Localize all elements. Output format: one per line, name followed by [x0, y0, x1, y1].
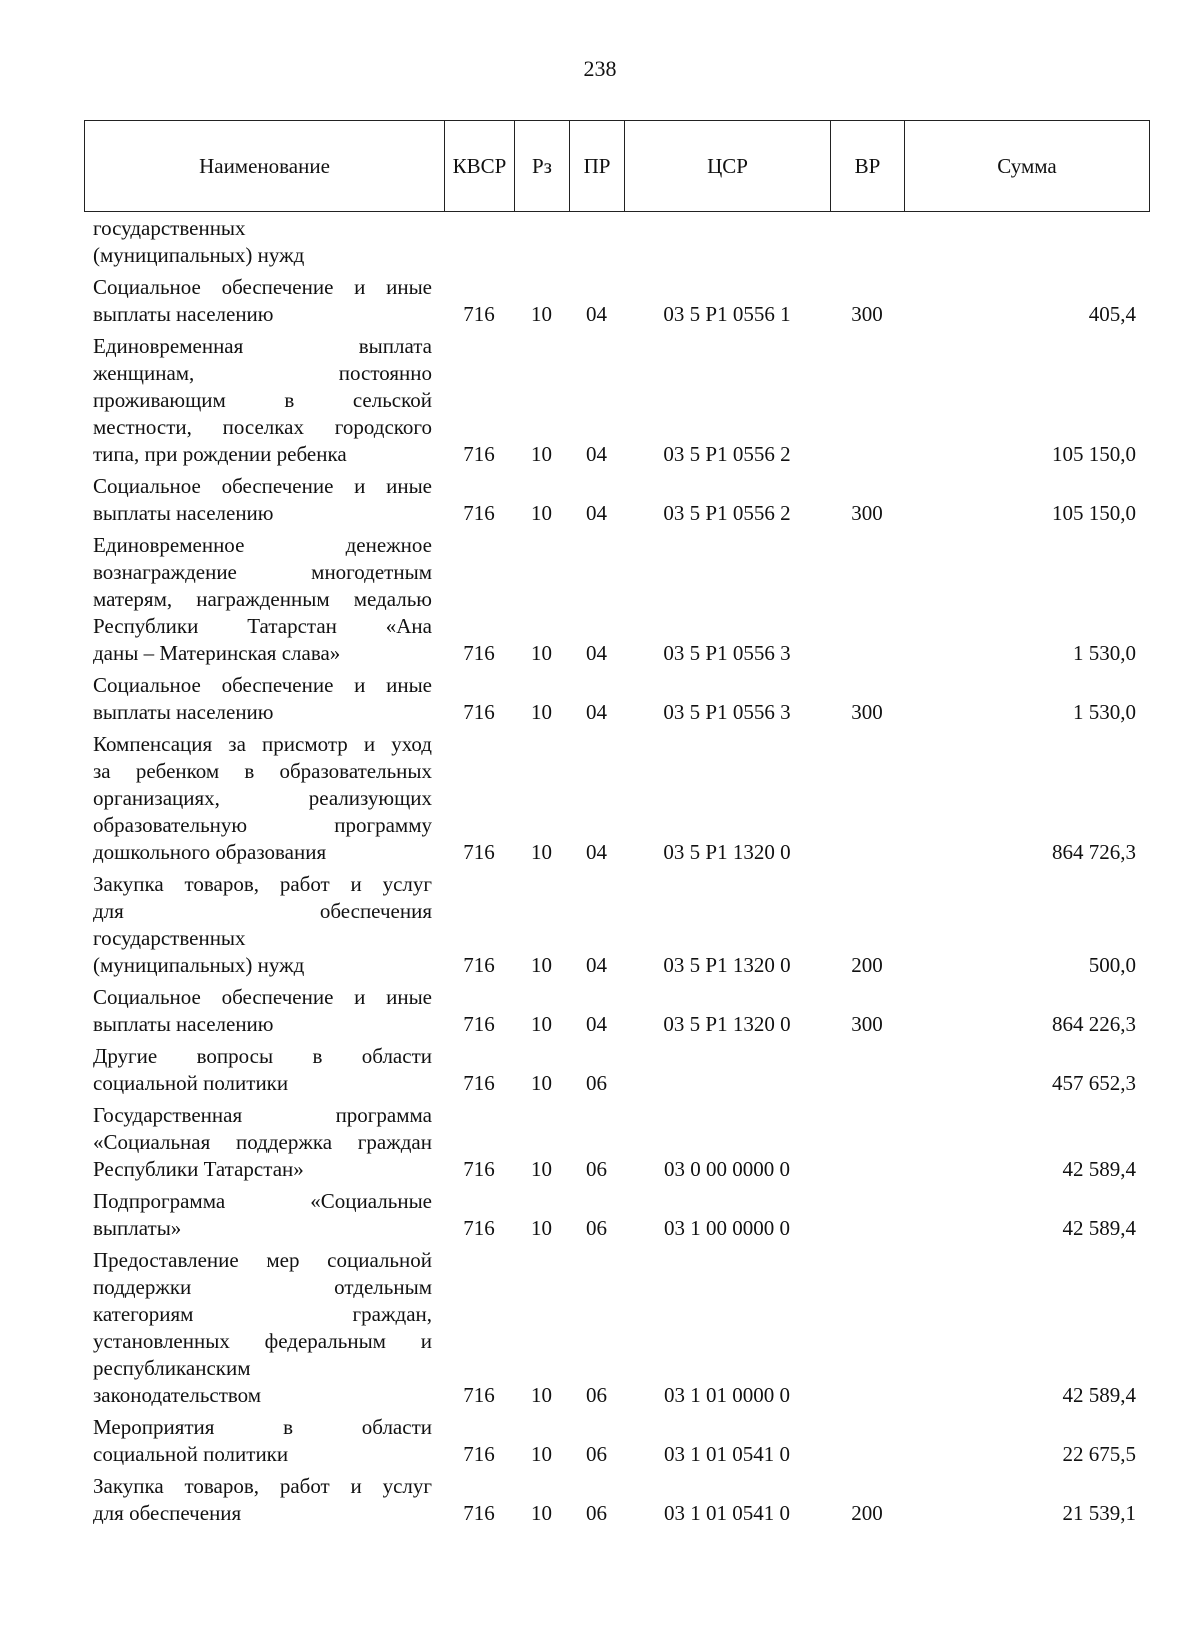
- row-name-line: выплаты населению: [93, 302, 274, 326]
- row-vr: [830, 1185, 904, 1244]
- row-vr: [830, 1040, 904, 1099]
- table-row: [84, 1185, 1149, 1244]
- header-row: [85, 121, 1150, 212]
- row-pr: 04: [586, 1012, 607, 1036]
- row-csr: 03 1 00 0000 0: [664, 1216, 790, 1240]
- row-name-line: Компенсация за присмотр и уход: [93, 732, 432, 756]
- row-name: [84, 1244, 444, 1411]
- header-csr: ЦСР: [625, 121, 831, 212]
- row-sum: 42 589,4: [1062, 1216, 1136, 1240]
- header-rz: Рз: [515, 121, 570, 212]
- row-pr: 04: [586, 700, 607, 724]
- row-vr: 300: [851, 302, 883, 326]
- row-name-line: выплаты населению: [93, 501, 274, 525]
- row-kvsr: 716: [463, 840, 495, 864]
- row-rz: [514, 212, 569, 271]
- row-name-line: Республики Татарстан»: [93, 1157, 304, 1181]
- row-pr: 04: [586, 302, 607, 326]
- row-sum: 1 530,0: [1073, 700, 1136, 724]
- row-sum: 105 150,0: [1052, 442, 1136, 466]
- row-name: [84, 1185, 444, 1244]
- row-kvsr: 716: [463, 501, 495, 525]
- row-vr: 300: [851, 1012, 883, 1036]
- row-name-line: организациях, реализующих: [93, 786, 432, 810]
- row-kvsr: 716: [463, 953, 495, 977]
- row-vr: 300: [851, 700, 883, 724]
- row-sum: 105 150,0: [1052, 501, 1136, 525]
- row-rz: 10: [531, 1501, 552, 1525]
- row-name-line: даны – Материнская слава»: [93, 641, 341, 665]
- row-name-line: женщинам, постоянно: [93, 361, 432, 385]
- row-name-line: Предоставление мер социальной: [93, 1248, 432, 1272]
- row-name-line: Республики Татарстан «Ана: [93, 614, 432, 638]
- table-row: [84, 212, 1149, 271]
- row-csr: 03 5 P1 0556 2: [663, 501, 791, 525]
- row-sum: 42 589,4: [1062, 1157, 1136, 1181]
- row-name-line: Социальное обеспечение и иные: [93, 474, 432, 498]
- row-sum: 1 530,0: [1073, 641, 1136, 665]
- table-row: [84, 669, 1149, 728]
- row-rz: 10: [531, 641, 552, 665]
- row-name-line: типа, при рождении ребенка: [93, 442, 347, 466]
- row-sum: [904, 212, 1149, 271]
- row-name-line: установленных федеральным и: [93, 1329, 432, 1353]
- row-vr: 300: [851, 501, 883, 525]
- row-name-line: государственных: [93, 216, 246, 240]
- row-rz: 10: [531, 501, 552, 525]
- row-rz: 10: [531, 1383, 552, 1407]
- row-kvsr: 716: [463, 302, 495, 326]
- row-vr: [830, 330, 904, 470]
- table-row: [84, 330, 1149, 470]
- row-vr: [830, 1099, 904, 1185]
- row-name: [84, 212, 444, 271]
- row-name-line: Социальное обеспечение и иные: [93, 673, 432, 697]
- row-pr: 06: [586, 1157, 607, 1181]
- table-row: [84, 1470, 1149, 1529]
- row-name-line: Подпрограмма «Социальные: [93, 1189, 432, 1213]
- row-csr: [624, 212, 830, 271]
- row-vr: [830, 529, 904, 669]
- row-name-line: вознаграждение многодетным: [93, 560, 432, 584]
- row-kvsr: 716: [463, 1157, 495, 1181]
- row-name-line: (муниципальных) нужд: [93, 243, 305, 267]
- row-kvsr: 716: [463, 700, 495, 724]
- row-csr: 03 0 00 0000 0: [664, 1157, 790, 1181]
- row-name: [84, 529, 444, 669]
- table-row: [84, 529, 1149, 669]
- row-pr: 06: [586, 1383, 607, 1407]
- row-name-line: социальной политики: [93, 1442, 289, 1466]
- row-name-line: социальной политики: [93, 1071, 289, 1095]
- row-pr: 06: [586, 1216, 607, 1240]
- row-csr: 03 1 01 0000 0: [664, 1383, 790, 1407]
- header-sum: Сумма: [905, 121, 1150, 212]
- row-name-line: законодательством: [93, 1383, 262, 1407]
- row-rz: 10: [531, 1442, 552, 1466]
- row-rz: 10: [531, 1012, 552, 1036]
- row-name-line: поддержки отдельным: [93, 1275, 432, 1299]
- row-sum: 500,0: [1088, 953, 1136, 977]
- row-pr: 04: [586, 840, 607, 864]
- row-name: [84, 271, 444, 330]
- table-row: [84, 1411, 1149, 1470]
- row-name-line: Государственная программа: [93, 1103, 432, 1127]
- row-sum: 42 589,4: [1062, 1383, 1136, 1407]
- row-sum: 457 652,3: [1052, 1071, 1136, 1095]
- table-rows: [84, 212, 1149, 1529]
- table-row: [84, 1040, 1149, 1099]
- table-row: [84, 1099, 1149, 1185]
- row-name: [84, 728, 444, 868]
- page-number: 238: [583, 56, 617, 81]
- row-name-line: «Социальная поддержка граждан: [93, 1130, 432, 1154]
- row-pr: 06: [586, 1071, 607, 1095]
- row-name-line: выплаты»: [93, 1216, 182, 1240]
- row-name-line: Другие вопросы в области: [93, 1044, 432, 1068]
- row-vr: [830, 212, 904, 271]
- row-name-line: (муниципальных) нужд: [93, 953, 305, 977]
- row-sum: 21 539,1: [1062, 1501, 1136, 1525]
- row-name-line: образовательную программу: [93, 813, 432, 837]
- row-name-line: для обеспечения: [93, 899, 432, 923]
- table-row: [84, 1244, 1149, 1411]
- row-vr: [830, 1411, 904, 1470]
- row-pr: 04: [586, 501, 607, 525]
- table-row: [84, 728, 1149, 868]
- row-rz: 10: [531, 840, 552, 864]
- row-name-line: категориям граждан,: [93, 1302, 432, 1326]
- row-kvsr: 716: [463, 1216, 495, 1240]
- row-name-line: местности, поселках городского: [93, 415, 432, 439]
- row-name-line: республиканским: [93, 1356, 251, 1380]
- row-csr: 03 5 P1 1320 0: [663, 1012, 791, 1036]
- row-kvsr: 716: [463, 641, 495, 665]
- table-header: [84, 120, 1150, 212]
- row-csr: [624, 1040, 830, 1099]
- row-pr: 04: [586, 442, 607, 466]
- row-sum: 22 675,5: [1062, 1442, 1136, 1466]
- row-csr: 03 5 P1 0556 3: [663, 700, 791, 724]
- header-name: Наименование: [85, 121, 445, 212]
- row-rz: 10: [531, 953, 552, 977]
- row-name-line: Мероприятия в области: [93, 1415, 432, 1439]
- row-kvsr: 716: [463, 1383, 495, 1407]
- row-rz: 10: [531, 700, 552, 724]
- row-name-line: выплаты населению: [93, 1012, 274, 1036]
- row-csr: 03 5 P1 1320 0: [663, 840, 791, 864]
- row-pr: 06: [586, 1442, 607, 1466]
- row-name-line: проживающим в сельской: [93, 388, 432, 412]
- row-pr: 04: [586, 953, 607, 977]
- row-rz: 10: [531, 1071, 552, 1095]
- row-kvsr: 716: [463, 442, 495, 466]
- table-row: [84, 271, 1149, 330]
- row-pr: 04: [586, 641, 607, 665]
- row-name: [84, 1470, 444, 1529]
- row-name-line: за ребенком в образовательных: [93, 759, 432, 783]
- row-name: [84, 1411, 444, 1470]
- row-csr: 03 5 P1 1320 0: [663, 953, 791, 977]
- row-csr: 03 5 P1 0556 1: [663, 302, 791, 326]
- header-kvsr: КВСР: [445, 121, 515, 212]
- row-name: [84, 470, 444, 529]
- row-vr: 200: [851, 1501, 883, 1525]
- row-name-line: Закупка товаров, работ и услуг: [93, 1474, 432, 1498]
- row-kvsr: 716: [463, 1012, 495, 1036]
- table-row: [84, 981, 1149, 1040]
- row-name-line: дошкольного образования: [93, 840, 327, 864]
- row-name-line: государственных: [93, 926, 246, 950]
- row-vr: [830, 728, 904, 868]
- row-name: [84, 868, 444, 981]
- row-rz: 10: [531, 1216, 552, 1240]
- header-vr: ВР: [831, 121, 905, 212]
- row-kvsr: [444, 212, 514, 271]
- row-vr: [830, 1244, 904, 1411]
- row-kvsr: 716: [463, 1442, 495, 1466]
- row-name: [84, 1040, 444, 1099]
- row-name: [84, 330, 444, 470]
- row-sum: 864 226,3: [1052, 1012, 1136, 1036]
- row-name-line: Единовременная выплата: [93, 334, 432, 358]
- row-name-line: Социальное обеспечение и иные: [93, 985, 432, 1009]
- row-name-line: Социальное обеспечение и иные: [93, 275, 432, 299]
- row-vr: 200: [851, 953, 883, 977]
- row-name-line: Закупка товаров, работ и услуг: [93, 872, 432, 896]
- row-name-line: выплаты населению: [93, 700, 274, 724]
- row-rz: 10: [531, 442, 552, 466]
- row-kvsr: 716: [463, 1071, 495, 1095]
- row-csr: 03 1 01 0541 0: [664, 1501, 790, 1525]
- row-name-line: для обеспечения: [93, 1501, 242, 1525]
- row-csr: 03 1 01 0541 0: [664, 1442, 790, 1466]
- table-row: [84, 868, 1149, 981]
- row-sum: 864 726,3: [1052, 840, 1136, 864]
- table-row: [84, 470, 1149, 529]
- row-kvsr: 716: [463, 1501, 495, 1525]
- budget-table-body: [84, 212, 1149, 1529]
- row-rz: 10: [531, 1157, 552, 1181]
- row-csr: 03 5 P1 0556 2: [663, 442, 791, 466]
- row-sum: 405,4: [1088, 302, 1136, 326]
- row-rz: 10: [531, 302, 552, 326]
- row-pr: 06: [586, 1501, 607, 1525]
- row-name: [84, 669, 444, 728]
- header-pr: ПР: [570, 121, 625, 212]
- row-name-line: Единовременное денежное: [93, 533, 432, 557]
- row-name: [84, 1099, 444, 1185]
- row-name-line: матерям, награжденным медалью: [93, 587, 432, 611]
- row-pr: [569, 212, 624, 271]
- row-csr: 03 5 P1 0556 3: [663, 641, 791, 665]
- row-name: [84, 981, 444, 1040]
